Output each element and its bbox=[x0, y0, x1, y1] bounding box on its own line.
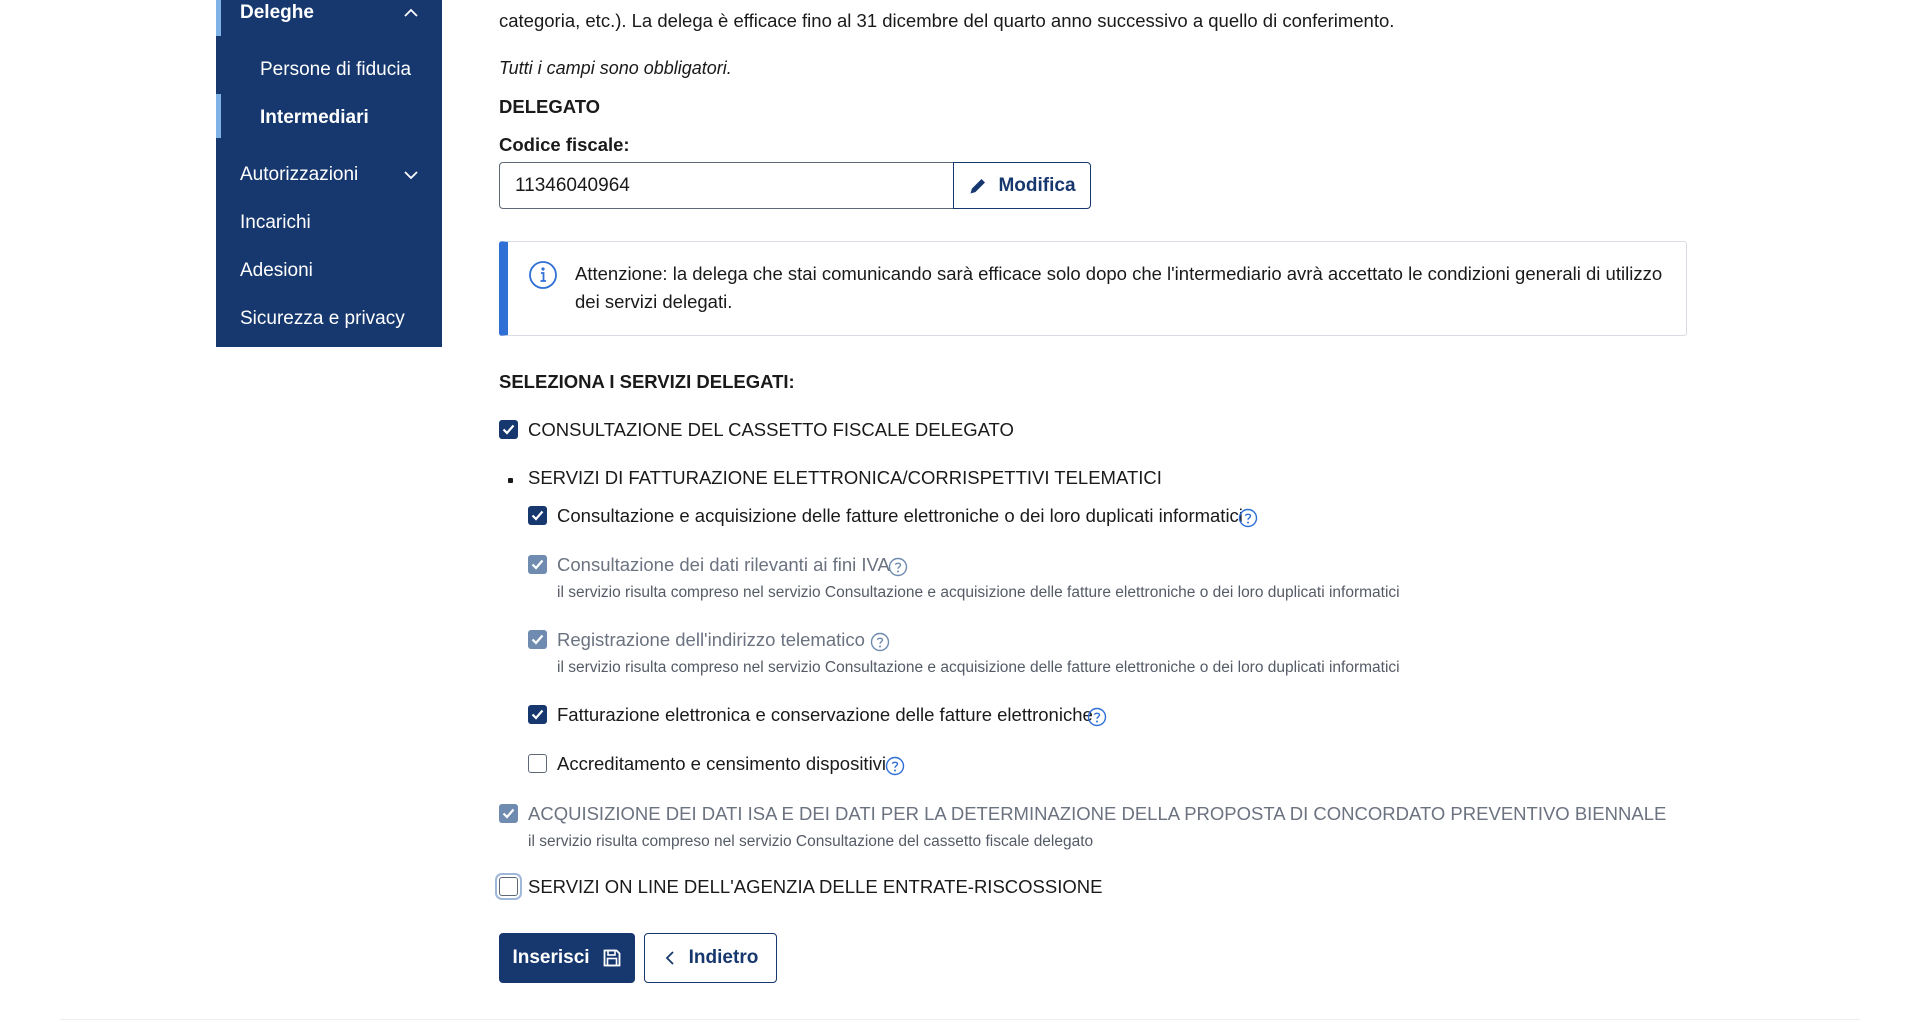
sidebar-item-intermediari[interactable] bbox=[260, 106, 369, 130]
check-icon bbox=[502, 808, 515, 819]
dati-iva-checkbox bbox=[528, 555, 547, 574]
indietro-label: Indietro bbox=[688, 947, 759, 968]
help-icon[interactable] bbox=[870, 632, 890, 652]
check-icon bbox=[531, 559, 544, 570]
sidebar-item-label: Sicurezza e privacy bbox=[240, 308, 405, 329]
chevron-left-icon bbox=[663, 949, 677, 967]
fatturazione-conservazione-label[interactable]: Fatturazione elettronica e conservazione delle fatture elettroniche bbox=[557, 704, 1093, 725]
help-icon[interactable] bbox=[1238, 508, 1258, 528]
dati-iva-note: il servizio risulta compreso nel servizio Consultazione e acquisizione delle fatture elettroniche o dei loro duplicati informatici bbox=[557, 584, 1400, 601]
intro-text: categoria, etc.). La delega è efficace fino al 31 dicembre del quarto anno successivo a quello di conferimento. bbox=[499, 10, 1395, 31]
required-fields-note: Tutti i campi sono obbligatori. bbox=[499, 58, 732, 78]
info-icon bbox=[528, 260, 558, 290]
indietro-button[interactable] bbox=[644, 933, 777, 983]
chevron-up-icon[interactable] bbox=[402, 4, 420, 22]
fatturazione-group-label: SERVIZI DI FATTURAZIONE ELETTRONICA/CORRISPETTIVI TELEMATICI bbox=[528, 467, 1162, 488]
help-icon[interactable] bbox=[1087, 707, 1107, 727]
indirizzo-telematico-note: il servizio risulta compreso nel servizio Consultazione e acquisizione delle fatture elettroniche o dei loro duplicati informatici bbox=[557, 659, 1400, 676]
modifica-button[interactable] bbox=[953, 162, 1091, 209]
check-icon bbox=[502, 424, 515, 435]
fatturazione-conservazione-checkbox[interactable] bbox=[528, 705, 547, 724]
alert-text: Attenzione: la delega che stai comunicando sarà efficace solo dopo che l'intermediario avrà accettato le condizioni generali di utilizzo dei servizi delegati. bbox=[575, 263, 1663, 312]
sidebar-item-label: Adesioni bbox=[240, 260, 313, 281]
sidebar-item-persone-di-fiducia[interactable] bbox=[260, 58, 411, 82]
consultazione-fatture-label[interactable]: Consultazione e acquisizione delle fatture elettroniche o dei loro duplicati informatici bbox=[557, 505, 1243, 526]
pencil-icon bbox=[968, 176, 988, 196]
check-icon bbox=[531, 510, 544, 521]
riscossione-checkbox[interactable] bbox=[499, 877, 518, 896]
accreditamento-checkbox[interactable] bbox=[528, 754, 547, 773]
indirizzo-telematico-label: Registrazione dell'indirizzo telematico bbox=[557, 629, 865, 650]
codice-fiscale-label: Codice fiscale: bbox=[499, 134, 630, 155]
footer-divider bbox=[60, 1019, 1860, 1020]
check-icon bbox=[531, 709, 544, 720]
sidebar-nav bbox=[216, 0, 442, 347]
sidebar-active-indicator bbox=[216, 0, 221, 36]
delegato-title: DELEGATO bbox=[499, 96, 601, 117]
servizi-title: SELEZIONA I SERVIZI DELEGATI: bbox=[499, 371, 795, 392]
help-icon[interactable] bbox=[888, 557, 908, 577]
isa-label: ACQUISIZIONE DEI DATI ISA E DEI DATI PER LA DETERMINAZIONE DELLA PROPOSTA DI CONCORDATO PREVENTIVO BIENNALE bbox=[528, 803, 1667, 824]
isa-note: il servizio risulta compreso nel servizio Consultazione del cassetto fiscale delegato bbox=[528, 833, 1094, 850]
sidebar-item-label: Incarichi bbox=[240, 212, 311, 233]
dati-iva-label: Consultazione dei dati rilevanti ai fini IVA bbox=[557, 554, 890, 575]
codice-fiscale-input[interactable] bbox=[499, 162, 954, 209]
consultazione-fatture-checkbox[interactable] bbox=[528, 506, 547, 525]
check-icon bbox=[531, 634, 544, 645]
sidebar-item-incarichi[interactable] bbox=[240, 211, 311, 235]
accreditamento-label[interactable]: Accreditamento e censimento dispositivi bbox=[557, 753, 887, 774]
indirizzo-telematico-checkbox bbox=[528, 630, 547, 649]
sidebar-item-label: Intermediari bbox=[260, 107, 369, 128]
sidebar-item-autorizzazioni[interactable] bbox=[240, 163, 358, 187]
inserisci-button[interactable] bbox=[499, 933, 635, 983]
bullet bbox=[508, 478, 513, 483]
riscossione-label[interactable]: SERVIZI ON LINE DELL'AGENZIA DELLE ENTRATE-RISCOSSIONE bbox=[528, 876, 1103, 897]
help-icon[interactable] bbox=[885, 756, 905, 776]
sidebar-item-label: Persone di fiducia bbox=[260, 59, 412, 80]
save-icon bbox=[602, 948, 622, 968]
cassetto-checkbox[interactable] bbox=[499, 420, 518, 439]
cassetto-label[interactable]: CONSULTAZIONE DEL CASSETTO FISCALE DELEGATO bbox=[528, 419, 1014, 440]
sidebar-item-sicurezza-privacy[interactable] bbox=[240, 307, 405, 331]
sidebar-item-adesioni[interactable] bbox=[240, 259, 313, 283]
sidebar-item-label: Autorizzazioni bbox=[240, 164, 359, 185]
chevron-down-icon[interactable] bbox=[402, 166, 420, 184]
modifica-label: Modifica bbox=[998, 174, 1076, 196]
sidebar-item-deleghe[interactable] bbox=[240, 1, 314, 25]
inserisci-label: Inserisci bbox=[512, 947, 590, 968]
isa-checkbox bbox=[499, 804, 518, 823]
sidebar-subitem-indicator bbox=[216, 94, 221, 138]
info-alert bbox=[499, 241, 1687, 336]
sidebar-item-label: Deleghe bbox=[240, 2, 314, 23]
